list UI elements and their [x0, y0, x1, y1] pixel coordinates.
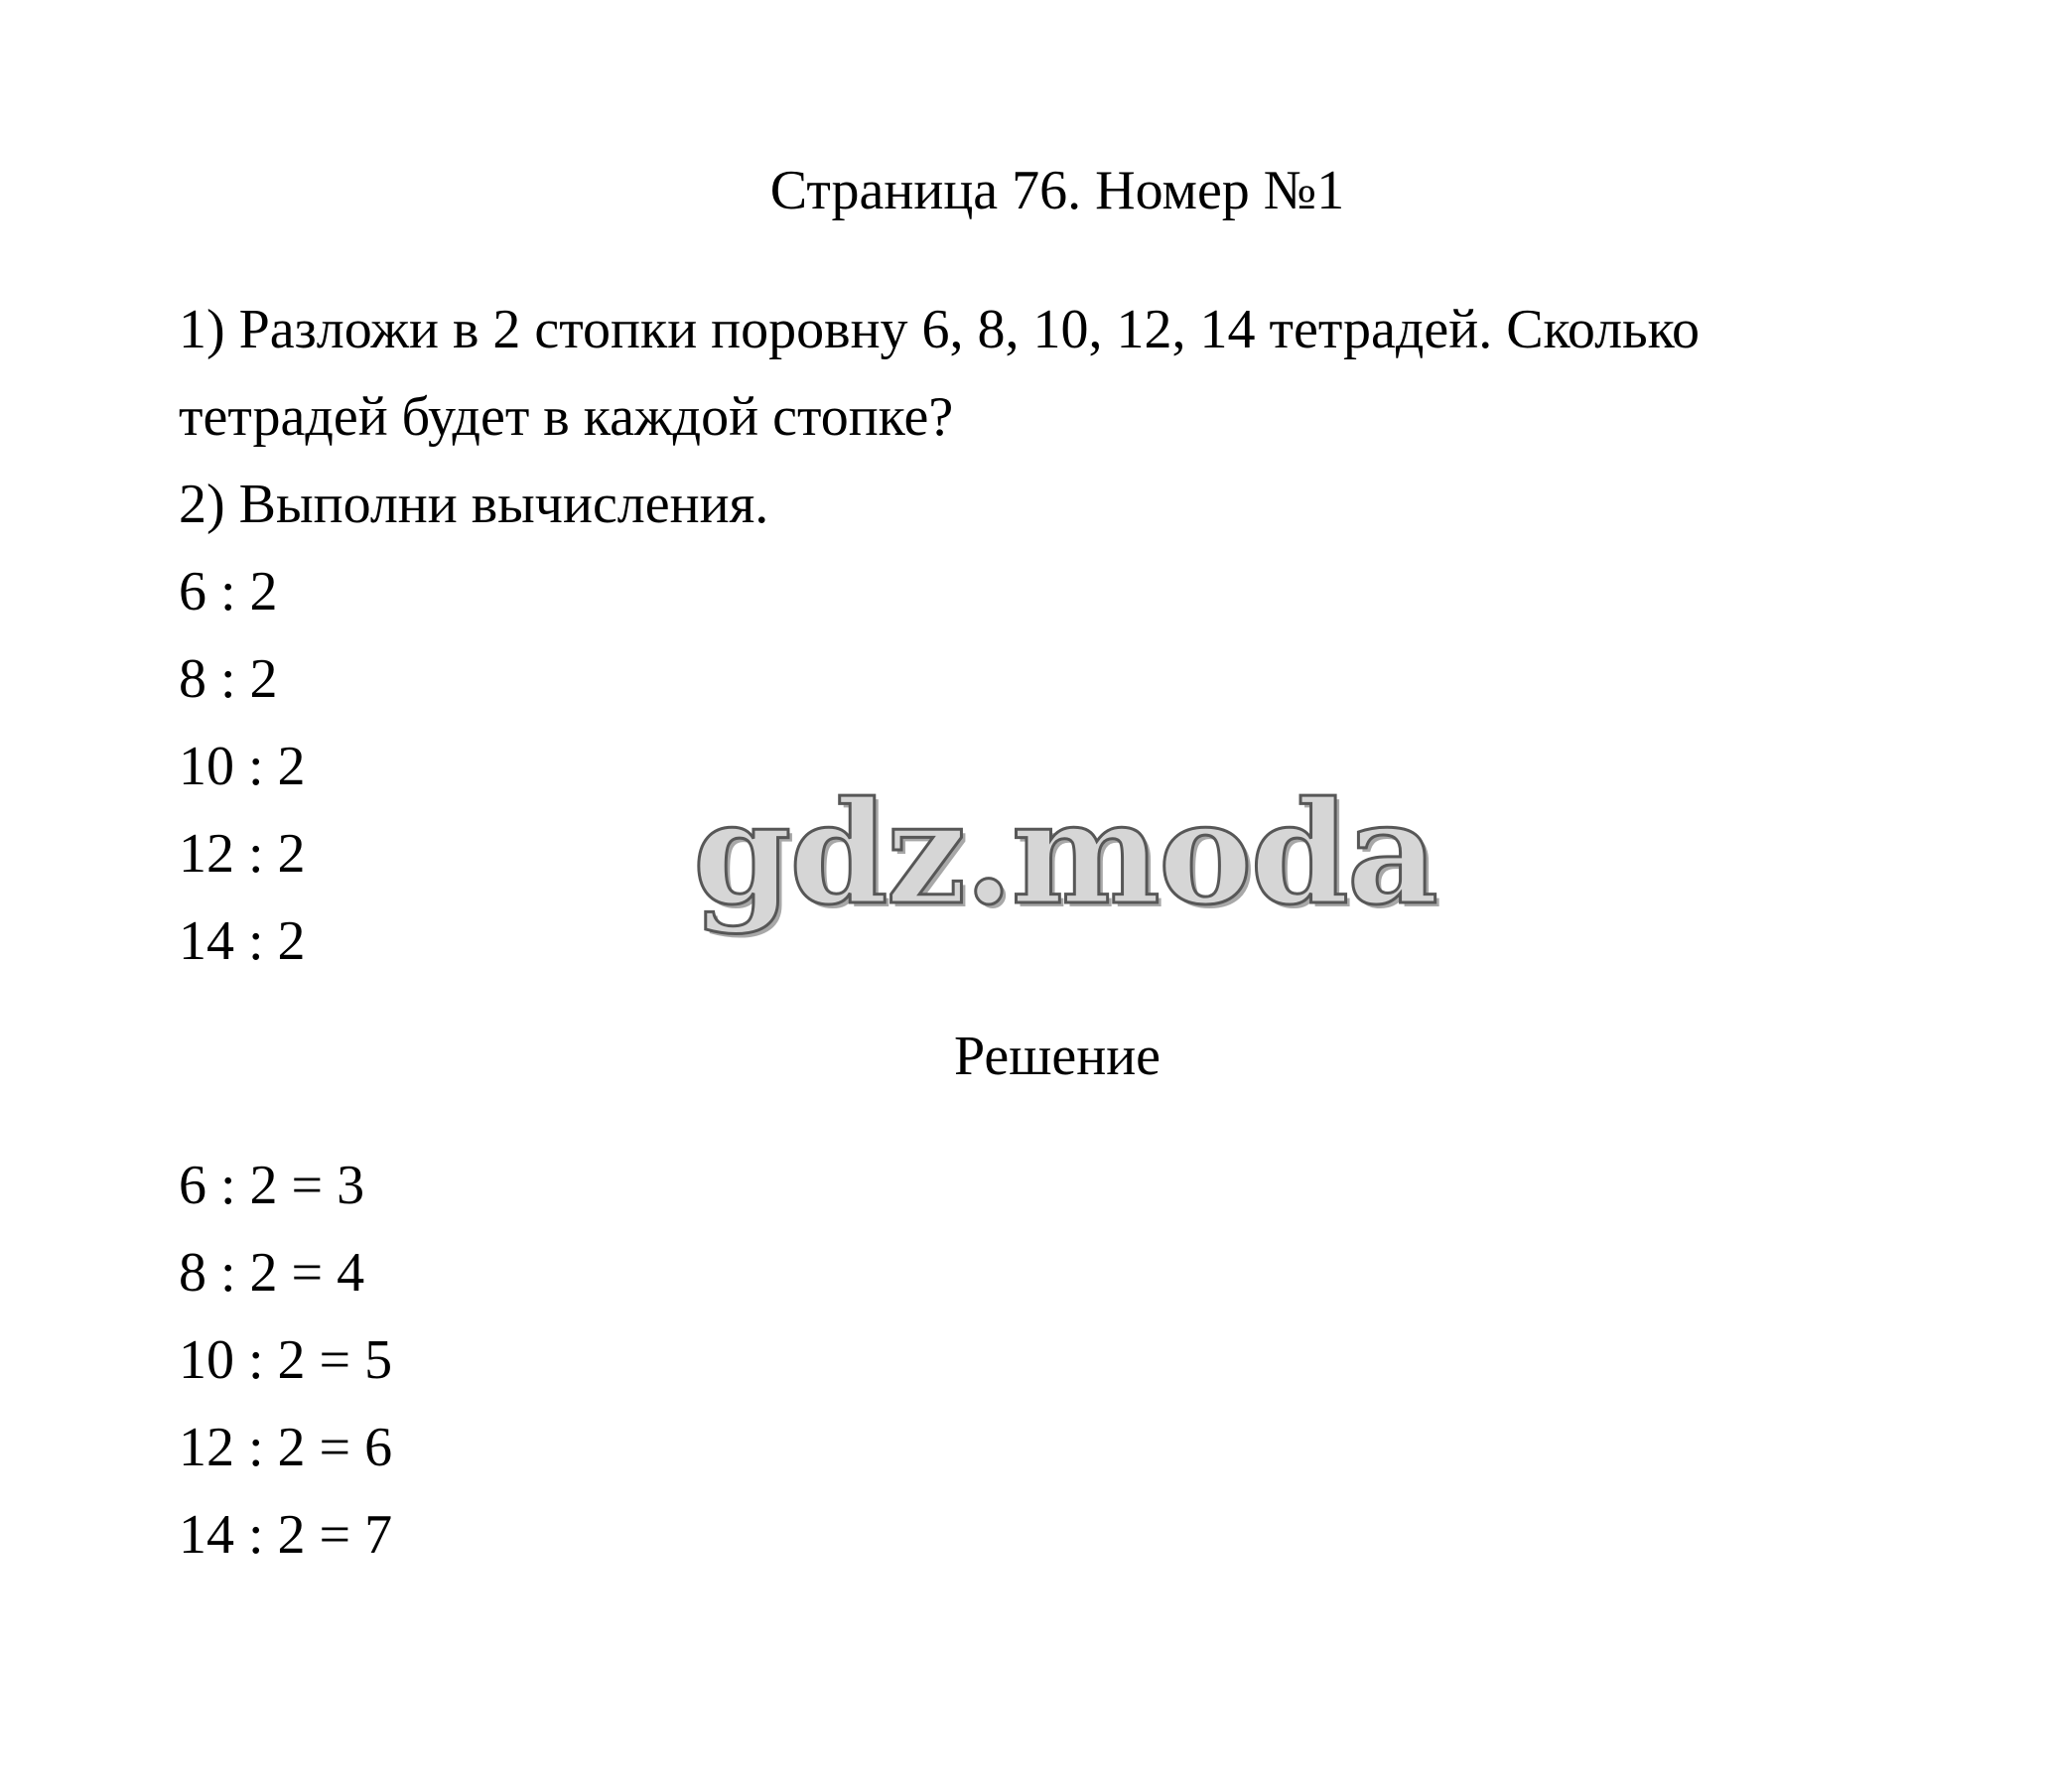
task-expression: 8 : 2: [179, 648, 278, 710]
solution-line: 12 : 2 = 6: [179, 1417, 393, 1478]
solution-line: 14 : 2 = 7: [179, 1504, 393, 1566]
task-expression: 6 : 2: [179, 561, 278, 622]
watermark-logo: gdz.moda: [693, 771, 1436, 936]
solution-line: 8 : 2 = 4: [179, 1242, 365, 1304]
solution-line: 10 : 2 = 5: [179, 1329, 393, 1391]
task-question-1: 1) Разложи в 2 стопки поровну 6, 8, 10, 12, 14 тетрадей. Сколько тетрадей будет в каждой стопке?: [179, 299, 1701, 448]
task-expression: 14 : 2: [179, 910, 306, 972]
task-expression: 10 : 2: [179, 736, 306, 797]
page-title: Страница 76. Номер №1: [769, 160, 1345, 221]
task-question-2: 2) Выполни вычисления.: [179, 474, 769, 535]
solution-line: 6 : 2 = 3: [179, 1155, 365, 1216]
solution-block: [179, 1142, 392, 1579]
solution-heading: Решение: [953, 1026, 1162, 1087]
task-expression: 12 : 2: [179, 823, 306, 885]
